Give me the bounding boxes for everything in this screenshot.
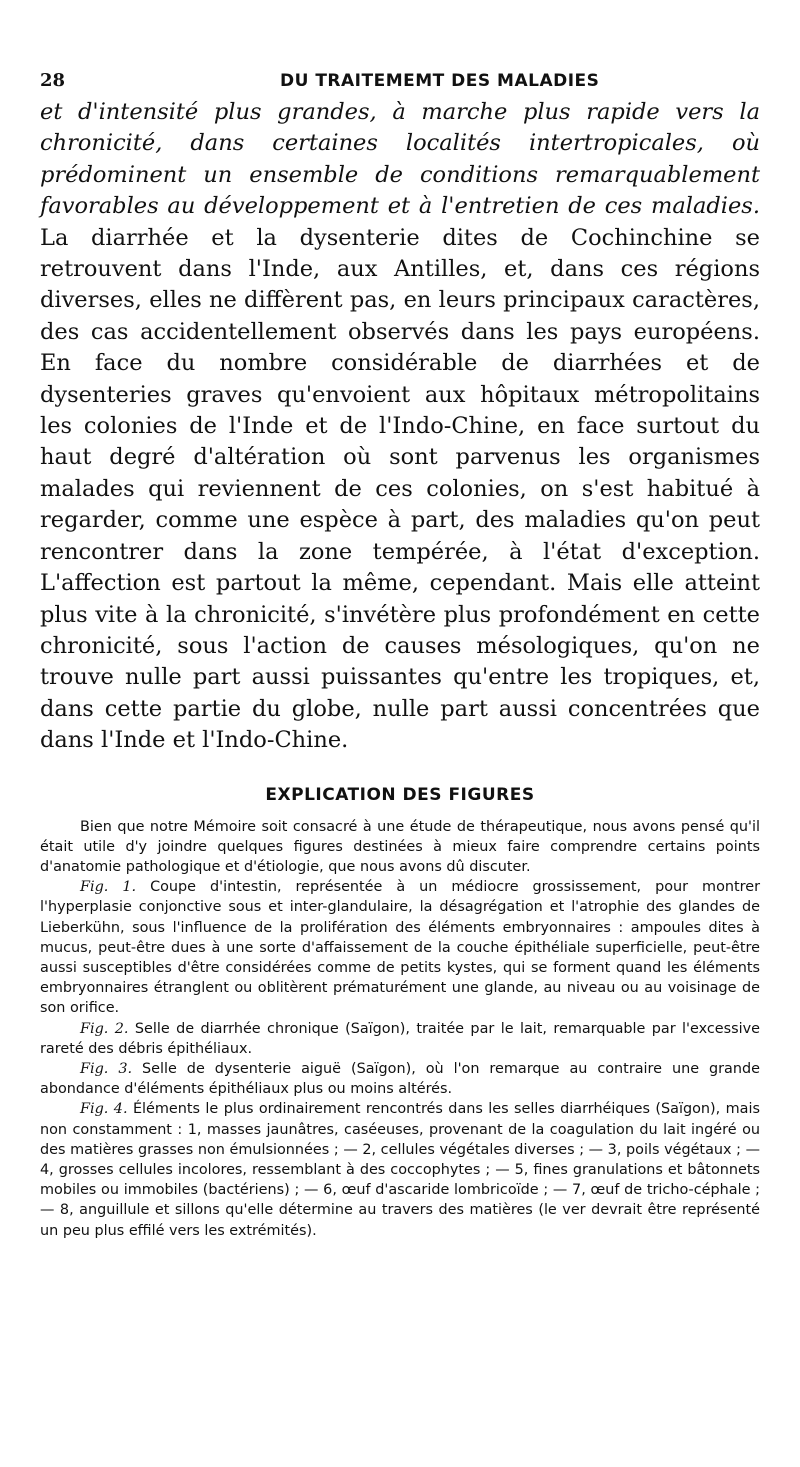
figure-text: Éléments le plus ordinairement rencontrés dans les selles diarrhéiques (Saïgon), mais non constamment : 1, masses jaunâtres, caséeuses, provenant de la coagulation du lait ingéré ou des matières grasses non émulsionnées ; — 2, cellules végétales diverses ; — 3, poils végétaux ; — 4, grosses cellules incolores, ressemblant à des coccophytes ; — 5, fines granulations et bâtonnets mobiles ou immobiles (bactériens) ; — 6, œuf d'ascaride lombricoïde ; — 7, œuf de tricho-céphale ; — 8, anguillule et sillons qu'elle détermine au travers des matières (le ver devrait être représenté un peu plus effilé vers les extrémités).	[40, 1101, 760, 1239]
figure-label: Fig. 2.	[80, 1020, 129, 1037]
figure-text: Selle de dysenterie aiguë (Saïgon), où l'on remarque au contraire une grande abondance d'éléments épithéliaux plus ou moins altérés.	[40, 1060, 760, 1098]
figure-item-1	[40, 877, 760, 1018]
figure-item-3	[40, 1059, 760, 1099]
running-head: DU TRAITEMEMT DES MALADIES	[280, 71, 600, 91]
figures-section-title: EXPLICATION DES FIGURES	[265, 784, 535, 805]
page-header	[40, 70, 760, 91]
figure-label: Fig. 1.	[80, 879, 137, 896]
main-body-text: La diarrhée et la dysenterie dites de Cochinchine se retrouvent dans l'Inde, aux Antilles, et, dans ces régions diverses, elles ne diffèrent pas, en leurs principaux caractères, des cas accidentellement observés dans les pays européens. En face du nombre considérable de diarrhées et de dysenteries graves qu'envoient aux hôpitaux métropolitains les colonies de l'Inde et de l'Indo-Chine, en face surtout du haut degré d'altération où sont parvenus les organismes malades qui reviennent de ces colonies, on s'est habitué à regarder, comme une espèce à part, des maladies qu'on peut rencontrer dans la zone tempérée, à l'état d'exception. L'affection est partout la même, cependant. Mais elle atteint plus vite à la chronicité, s'invétère plus profondément en cette chronicité, sous l'action de causes mésologiques, qu'on ne trouve nulle part aussi puissantes qu'entre les tropiques, et, dans cette partie du globe, nulle part aussi concentrées que dans l'Inde et l'Indo-Chine.	[40, 224, 760, 754]
figure-label: Fig. 3.	[80, 1060, 133, 1077]
figure-item-4	[40, 1099, 760, 1240]
figure-text: Coupe d'intestin, représentée à un médiocre grossissement, pour montrer l'hyperplasie conjonctive sous et inter-glandulaire, la désagrégation et l'atrophie des glandes de Lieberkühn, sous l'influence de la prolifération des éléments embryonnaires : ampoules dites à mucus, peut-être dues à une sorte d'affaissement de la couche épithéliale superficielle, peut-être aussi susceptibles d'être considérées comme de petits kystes, qui se forment quand les éléments embryonnaires étranglent ou oblitèrent prématurément une glande, au niveau ou au voisinage de son orifice.	[40, 879, 761, 1017]
page-number: 28	[40, 70, 66, 91]
figure-item-2	[40, 1019, 760, 1059]
main-paragraph	[40, 97, 760, 757]
figures-intro: Bien que notre Mémoire soit consacré à une étude de thérapeutique, nous avons pensé qu'il était utile d'y joindre quelques figures destinées à mieux faire comprendre certains points d'anatomie pathologique et d'étiologie, que nous avons dû discuter.	[40, 818, 760, 875]
figure-label: Fig. 4.	[80, 1101, 128, 1118]
figure-text: Selle de diarrhée chronique (Saïgon), traitée par le lait, remarquable par l'excessive rareté des débris épithéliaux.	[40, 1020, 761, 1057]
figures-explanation	[40, 817, 760, 1241]
italic-opening: et d'intensité plus grandes, à marche plus rapide vers la chronicité, dans certaines localités intertropicales, où prédominent un ensemble de conditions remarquablement favorables au développement et à l'entretien de ces maladies.	[40, 99, 760, 220]
